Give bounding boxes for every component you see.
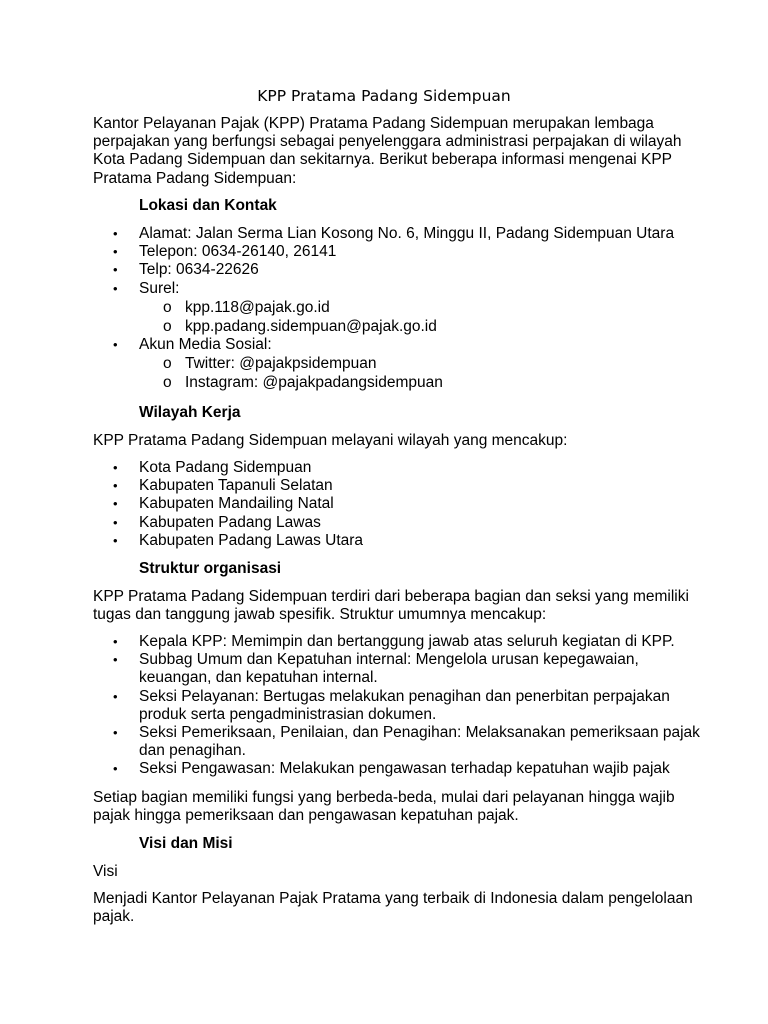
struktur-intro: KPP Pratama Padang Sidempuan terdiri dari beberapa bagian dan seksi yang memiliki tugas dan tanggung jawab spesifik. Struktur umumnya mencakup:	[93, 588, 689, 624]
list-item: • Akun Media Sosial: o Twitter: @pajakpsidempuan o Instagram: @pajakpadangsidempuan	[111, 336, 711, 392]
bullet-icon: •	[113, 496, 118, 512]
bullet-icon: •	[113, 532, 118, 548]
bullet-icon: •	[113, 262, 118, 278]
lokasi-list	[111, 225, 711, 392]
heading-lokasi: Lokasi dan Kontak	[139, 197, 277, 214]
bullet-icon: •	[113, 688, 118, 704]
medsos-sublist	[138, 354, 711, 392]
social-link-instagram[interactable]: o Instagram: @pajakpadangsidempuan	[163, 374, 443, 392]
heading-visi-misi: Visi dan Misi	[139, 835, 233, 852]
email-link[interactable]: o kpp.118@pajak.go.id	[163, 298, 330, 316]
list-item: • Seksi Pengawasan: Melakukan pengawasan terhadap kepatuhan wajib pajak	[113, 760, 670, 778]
bullet-icon: •	[113, 634, 118, 649]
social-link-twitter[interactable]: o Twitter: @pajakpsidempuan	[163, 355, 377, 373]
list-item: • Kabupaten Mandailing Natal	[113, 495, 334, 513]
wilayah-intro: KPP Pratama Padang Sidempuan melayani wilayah yang mencakup:	[93, 432, 568, 449]
list-item: • Kepala KPP: Memimpin dan bertanggung jawab atas seluruh kegiatan di KPP.	[113, 633, 675, 650]
list-item: • Kabupaten Padang Lawas	[113, 513, 321, 531]
list-item: • Seksi Pelayanan: Bertugas melakukan penagihan dan penerbitan perpajakan produk serta pengadministrasian dokumen.	[113, 687, 670, 723]
list-item: • Kota Padang Sidempuan	[113, 459, 312, 476]
list-item: • Surel: o kpp.118@pajak.go.id o kpp.padang.sidempuan@pajak.go.id	[111, 280, 711, 336]
bullet-icon: •	[113, 761, 118, 777]
bullet-icon: •	[113, 280, 118, 296]
bullet-icon: •	[113, 725, 118, 741]
struktur-list	[111, 633, 711, 779]
bullet-icon: •	[113, 652, 118, 668]
circle-bullet-icon: o	[163, 298, 172, 316]
visi-text: Menjadi Kantor Pelayanan Pajak Pratama yang terbaik di Indonesia dalam pengelolaan pajak.	[93, 890, 693, 926]
visi-label: Visi	[93, 863, 118, 880]
list-item: • Kabupaten Padang Lawas Utara	[113, 531, 364, 549]
bullet-icon: •	[113, 460, 118, 475]
circle-bullet-icon: o	[163, 355, 172, 373]
intro-paragraph: Kantor Pelayanan Pajak (KPP) Pratama Padang Sidempuan merupakan lembaga perpajakan yang berfungsi sebagai penyelenggara administrasi perpajakan di wilayah Kota Padang Sidempuan dan sekitarnya. Berikut beberapa informasi mengenai KPP Pratama Padang Sidempuan:	[93, 115, 682, 187]
email-link[interactable]: o kpp.padang.sidempuan@pajak.go.id	[163, 317, 437, 335]
circle-bullet-icon: o	[163, 374, 172, 392]
list-item: • Seksi Pemeriksaan, Penilaian, dan Penagihan: Melaksanakan pemeriksaan pajak dan penagihan.	[113, 724, 700, 760]
list-item: • Subbag Umum dan Kepatuhan internal: Mengelola urusan kepegawaian, keuangan, dan kepatuhan internal.	[113, 651, 639, 687]
heading-struktur: Struktur organisasi	[139, 560, 282, 577]
wilayah-list	[111, 459, 711, 550]
bullet-icon: •	[113, 336, 118, 352]
list-item: • Telepon: 0634-26140, 26141	[113, 243, 337, 261]
struktur-closing: Setiap bagian memiliki fungsi yang berbeda-beda, mulai dari pelayanan hingga wajib pajak hingga pemeriksaan dan pengawasan kepatuhan pajak.	[93, 789, 675, 825]
list-item: • Kabupaten Tapanuli Selatan	[113, 477, 333, 495]
bullet-icon: •	[113, 478, 118, 494]
bullet-icon: •	[113, 244, 118, 260]
circle-bullet-icon: o	[163, 317, 172, 335]
bullet-icon: •	[113, 226, 118, 241]
list-item: • Alamat: Jalan Serma Lian Kosong No. 6, Minggu II, Padang Sidempuan Utara	[113, 225, 675, 242]
heading-wilayah: Wilayah Kerja	[139, 404, 241, 421]
list-item: • Telp: 0634-22626	[113, 261, 259, 279]
document-title: KPP Pratama Padang Sidempuan	[257, 87, 511, 105]
bullet-icon: •	[113, 514, 118, 530]
surel-sublist	[138, 298, 711, 336]
